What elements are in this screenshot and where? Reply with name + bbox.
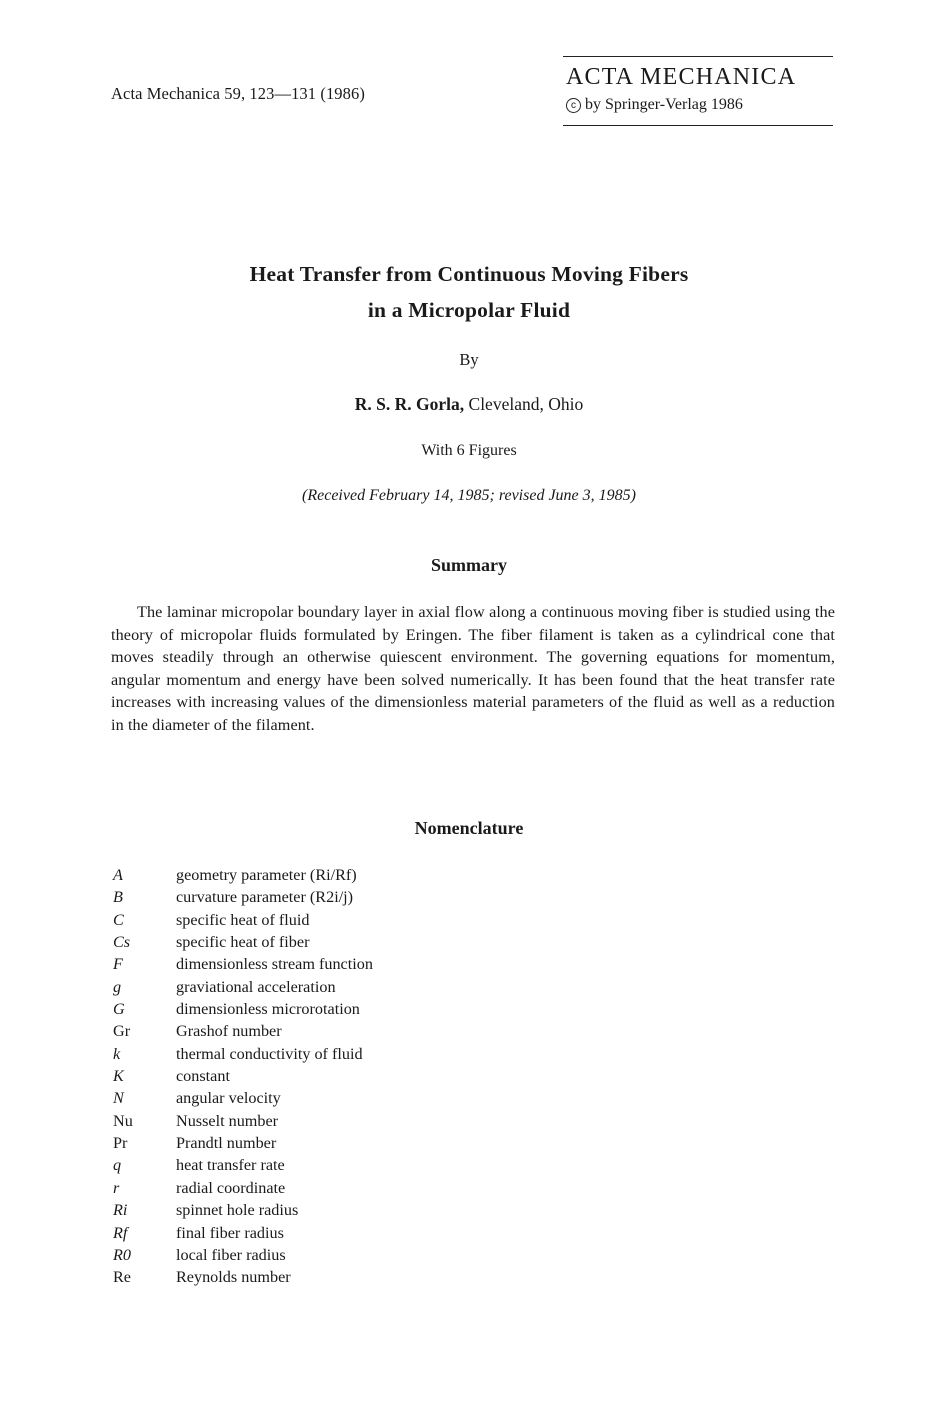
nomenclature-entry xyxy=(111,1224,611,1246)
nomenclature-symbol: Nu xyxy=(113,1111,133,1130)
nomenclature-entry xyxy=(111,1067,611,1089)
nomenclature-definition: dimensionless microrotation xyxy=(176,1000,360,1019)
nomenclature-definition: heat transfer rate xyxy=(176,1156,285,1175)
nomenclature-symbol: C xyxy=(113,910,124,929)
nomenclature-definition: constant xyxy=(176,1067,230,1086)
nomenclature-entry xyxy=(111,866,611,888)
author-name: R. S. R. Gorla, xyxy=(354,394,465,414)
nomenclature-entry xyxy=(111,978,611,1000)
nomenclature-entry xyxy=(111,1134,611,1156)
summary-heading: Summary xyxy=(431,555,507,575)
nomenclature-entry xyxy=(111,1022,611,1044)
nomenclature-symbol: Pr xyxy=(113,1134,128,1153)
nomenclature-definition: specific heat of fiber xyxy=(176,933,310,952)
nomenclature-definition: angular velocity xyxy=(176,1089,281,1108)
nomenclature-symbol: Gr xyxy=(113,1022,131,1041)
nomenclature-definition: geometry parameter (Ri/Rf) xyxy=(176,866,357,884)
nomenclature-symbol: Rf xyxy=(113,1223,128,1242)
article-title-line-1: Heat Transfer from Continuous Moving Fibers xyxy=(249,262,689,286)
nomenclature-entry xyxy=(111,955,611,977)
nomenclature-symbol: F xyxy=(113,955,123,974)
nomenclature-definition: Prandtl number xyxy=(176,1134,277,1153)
nomenclature-entry xyxy=(111,911,611,933)
nomenclature-entry xyxy=(111,1201,611,1223)
nomenclature-definition: graviational acceleration xyxy=(176,977,336,996)
nomenclature-symbol: R0 xyxy=(113,1245,131,1264)
figures-note: With 6 Figures xyxy=(421,442,517,459)
nomenclature-symbol: Cs xyxy=(113,933,131,952)
nomenclature-entry xyxy=(111,1246,611,1268)
journal-masthead xyxy=(563,56,833,126)
nomenclature-symbol: k xyxy=(113,1044,121,1063)
nomenclature-definition: local fiber radius xyxy=(176,1245,286,1264)
nomenclature-heading: Nomenclature xyxy=(414,818,524,838)
received-dates: (Received February 14, 1985; revised June 3, 1985) xyxy=(302,487,636,504)
article-title-line-2: in a Micropolar Fluid xyxy=(367,298,571,322)
nomenclature-symbol: g xyxy=(113,977,122,996)
nomenclature-definition: thermal conductivity of fluid xyxy=(176,1044,363,1063)
author-location: Cleveland, Ohio xyxy=(464,394,584,414)
nomenclature-symbol: N xyxy=(113,1089,124,1108)
nomenclature-entry xyxy=(111,1179,611,1201)
nomenclature-symbol: Ri xyxy=(113,1201,128,1220)
nomenclature-list xyxy=(111,866,611,1291)
nomenclature-entry xyxy=(111,1000,611,1022)
nomenclature-definition: Reynolds number xyxy=(176,1268,291,1287)
journal-citation: Acta Mechanica 59, 123—131 (1986) xyxy=(111,84,365,103)
summary-paragraph: The laminar micropolar boundary layer in axial flow along a continuous moving fiber is studied using the theory of micropolar fluids formulated by Eringen. The fiber filament is taken as a cylindrical cone that moves steadily through an otherwise quiescent environment. The governing equations for momentum, angular momentum and energy have been solved numerically. It has been found that the heat transfer rate increases with increasing values of the dimensionless material parameters of the fluid as well as a reduction in the diameter of the filament. xyxy=(111,603,835,734)
nomenclature-definition: specific heat of fluid xyxy=(176,910,310,929)
nomenclature-definition: dimensionless stream function xyxy=(176,955,373,974)
nomenclature-symbol: q xyxy=(113,1156,122,1175)
nomenclature-entry xyxy=(111,1045,611,1067)
nomenclature-entry xyxy=(111,933,611,955)
nomenclature-definition: spinnet hole radius xyxy=(176,1201,299,1220)
nomenclature-entry xyxy=(111,888,611,910)
nomenclature-entry xyxy=(111,1156,611,1178)
nomenclature-definition: radial coordinate xyxy=(176,1178,286,1197)
nomenclature-symbol: G xyxy=(113,1000,125,1019)
journal-name: ACTA MECHANICA xyxy=(566,64,797,90)
nomenclature-entry xyxy=(111,1268,611,1290)
nomenclature-definition: Nusselt number xyxy=(176,1111,279,1130)
nomenclature-definition: Grashof number xyxy=(176,1022,282,1041)
nomenclature-definition: final fiber radius xyxy=(176,1223,284,1242)
nomenclature-definition: curvature parameter (R2i/j) xyxy=(176,888,354,907)
nomenclature-symbol: B xyxy=(113,888,123,907)
copyright-icon: c xyxy=(566,98,581,113)
nomenclature-entry xyxy=(111,1112,611,1134)
copyright-text: by Springer-Verlag 1986 xyxy=(585,96,743,113)
nomenclature-entry xyxy=(111,1089,611,1111)
nomenclature-symbol: Re xyxy=(113,1268,131,1287)
nomenclature-symbol: A xyxy=(113,866,123,884)
copyright-line xyxy=(566,96,743,114)
author-line xyxy=(0,394,938,415)
nomenclature-symbol: K xyxy=(113,1067,124,1086)
nomenclature-symbol: r xyxy=(113,1178,120,1197)
by-label: By xyxy=(459,350,479,369)
